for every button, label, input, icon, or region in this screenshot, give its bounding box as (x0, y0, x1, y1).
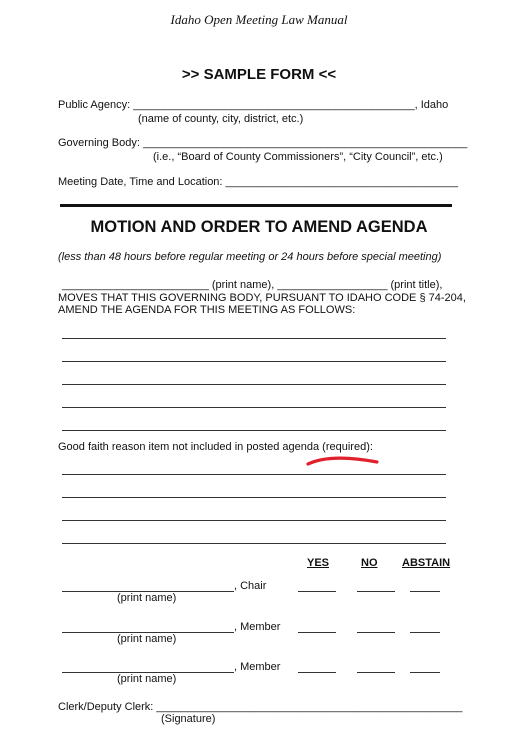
red-markup-underline (305, 455, 381, 469)
governing-body-row (58, 137, 467, 149)
meeting-label: Meeting Date, Time and Location: (58, 176, 223, 188)
public-agency-hint: (name of county, city, district, etc.) (138, 113, 304, 125)
vote-abstain-line[interactable] (410, 591, 440, 592)
reason-line[interactable] (62, 520, 446, 521)
mover-name-field[interactable]: ________________________ (62, 279, 209, 291)
vote-yes-line[interactable] (298, 591, 336, 592)
divider-rule (60, 204, 452, 207)
vote-role: , Member (234, 621, 281, 633)
mover-text-1: MOVES THAT THIS GOVERNING BODY, PURSUANT TO IDAHO CODE § 74-204, (58, 292, 466, 304)
vote-abstain-line[interactable] (410, 632, 440, 633)
clerk-row (58, 701, 462, 713)
meeting-field[interactable]: ______________________________________ (225, 176, 459, 188)
mover-row (62, 279, 442, 291)
meeting-row (58, 176, 458, 188)
governing-body-hint: (i.e., “Board of County Commissioners”, “City Council”, etc.) (153, 151, 443, 163)
public-agency-suffix: , Idaho (414, 99, 449, 111)
page-header: Idaho Open Meeting Law Manual (170, 12, 348, 27)
vote-yes-line[interactable] (298, 632, 336, 633)
column-no: NO (361, 557, 378, 569)
vote-print-name: (print name) (117, 592, 177, 604)
public-agency-row (58, 99, 448, 111)
clerk-signature-field[interactable]: __________________________________________________ (156, 701, 463, 713)
sample-form-title: >> SAMPLE FORM << (181, 66, 337, 83)
vote-role: , Chair (234, 580, 267, 592)
public-agency-label: Public Agency: (58, 99, 131, 111)
vote-no-line[interactable] (357, 672, 395, 673)
amendment-line[interactable] (62, 430, 446, 431)
reason-line[interactable] (62, 543, 446, 544)
mover-title-label: (print title), (390, 279, 443, 291)
main-title: MOTION AND ORDER TO AMEND AGENDA (90, 218, 428, 236)
timing-note: (less than 48 hours before regular meeting or 24 hours before special meeting) (58, 251, 442, 263)
amendment-line[interactable] (62, 338, 446, 339)
mover-title-field[interactable]: __________________ (277, 279, 388, 291)
vote-role: , Member (234, 661, 281, 673)
column-abstain: ABSTAIN (402, 557, 451, 569)
public-agency-field[interactable]: ______________________________________________ (133, 99, 415, 111)
vote-print-name: (print name) (117, 633, 177, 645)
reason-line[interactable] (62, 474, 446, 475)
clerk-label: Clerk/Deputy Clerk: (58, 701, 154, 713)
amendment-line[interactable] (62, 407, 446, 408)
amendment-line[interactable] (62, 384, 446, 385)
reason-line[interactable] (62, 497, 446, 498)
governing-body-field[interactable]: _____________________________________________________ (143, 137, 468, 149)
mover-name-label: (print name), (211, 279, 275, 291)
clerk-signature-hint: (Signature) (161, 713, 216, 725)
governing-body-label: Governing Body: (58, 137, 140, 149)
vote-no-line[interactable] (357, 591, 395, 592)
reason-label: Good faith reason item not included in posted agenda (required): (58, 441, 373, 453)
vote-abstain-line[interactable] (410, 672, 440, 673)
vote-no-line[interactable] (357, 632, 395, 633)
amendment-line[interactable] (62, 361, 446, 362)
vote-yes-line[interactable] (298, 672, 336, 673)
vote-print-name: (print name) (117, 673, 177, 685)
mover-text-2: AMEND THE AGENDA FOR THIS MEETING AS FOLLOWS: (58, 304, 356, 316)
column-yes: YES (307, 557, 330, 569)
